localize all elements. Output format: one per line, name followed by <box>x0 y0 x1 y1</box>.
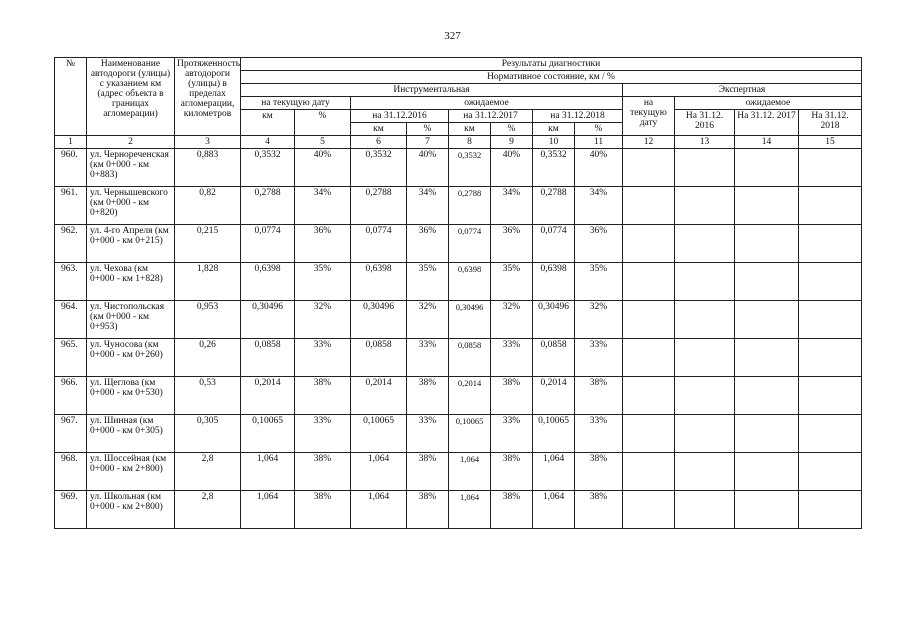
km-2017: 0,0774 <box>449 225 491 263</box>
road-name: ул. Чернореченская (км 0+000 - км 0+883) <box>87 149 175 187</box>
road-length: 2,8 <box>175 453 241 491</box>
pct-2018: 38% <box>575 491 623 529</box>
expert-cell <box>675 301 735 339</box>
table-row <box>55 187 862 225</box>
km-2017: 0,6398 <box>449 263 491 301</box>
road-length: 1,828 <box>175 263 241 301</box>
km-2018: 0,30496 <box>533 301 575 339</box>
header-pct-2016: % <box>407 123 449 136</box>
col-number: 15 <box>799 136 862 149</box>
km-2018: 1,064 <box>533 453 575 491</box>
header-expected: ожидаемое <box>351 97 623 110</box>
pct-2016: 34% <box>407 187 449 225</box>
pct-current: 32% <box>295 301 351 339</box>
road-name: ул. Школьная (км 0+000 - км 2+800) <box>87 491 175 529</box>
pct-2018: 38% <box>575 453 623 491</box>
expert-cell <box>799 263 862 301</box>
road-name: ул. Шинная (км 0+000 - км 0+305) <box>87 415 175 453</box>
expert-cell <box>735 187 799 225</box>
header-2017: на 31.12.2017 <box>449 110 533 123</box>
road-length: 0,82 <box>175 187 241 225</box>
expert-cell <box>675 491 735 529</box>
header-expert-2018: На 31.12. 2018 <box>799 110 862 136</box>
header-km-2018: км <box>533 123 575 136</box>
col-number: 14 <box>735 136 799 149</box>
expert-cell <box>623 453 675 491</box>
pct-current: 36% <box>295 225 351 263</box>
header-km-2016: км <box>351 123 407 136</box>
col-number: 6 <box>351 136 407 149</box>
road-length: 0,305 <box>175 415 241 453</box>
expert-cell <box>623 187 675 225</box>
km-2016: 1,064 <box>351 491 407 529</box>
road-length: 0,953 <box>175 301 241 339</box>
expert-cell <box>623 263 675 301</box>
expert-cell <box>735 415 799 453</box>
expert-cell <box>735 491 799 529</box>
table-row <box>55 149 862 187</box>
expert-cell <box>799 415 862 453</box>
pct-2017: 33% <box>491 415 533 453</box>
header-current-date: на текущую дату <box>241 97 351 110</box>
row-number: 969. <box>55 491 87 529</box>
km-2018: 0,6398 <box>533 263 575 301</box>
km-2017: 0,30496 <box>449 301 491 339</box>
pct-2017: 32% <box>491 301 533 339</box>
km-current: 0,10065 <box>241 415 295 453</box>
road-name: ул. Чистопольская (км 0+000 - км 0+953) <box>87 301 175 339</box>
pct-2016: 40% <box>407 149 449 187</box>
pct-current: 33% <box>295 339 351 377</box>
row-number: 964. <box>55 301 87 339</box>
header-results: Результаты диагностики <box>241 58 862 71</box>
table-row <box>55 491 862 529</box>
expert-cell <box>675 225 735 263</box>
pct-2016: 38% <box>407 491 449 529</box>
expert-cell <box>675 263 735 301</box>
expert-cell <box>675 453 735 491</box>
pct-2017: 34% <box>491 187 533 225</box>
header-expert-2017: На 31.12. 2017 <box>735 110 799 136</box>
road-name: ул. Чуносова (км 0+000 - км 0+260) <box>87 339 175 377</box>
row-number: 962. <box>55 225 87 263</box>
expert-cell <box>735 377 799 415</box>
header-length: Протяженность автодороги (улицы) в пределах агломерации, километров <box>175 58 241 136</box>
expert-cell <box>623 491 675 529</box>
header-normative: Нормативное состояние, км / % <box>241 71 862 84</box>
expert-cell <box>735 339 799 377</box>
header-expert-2016: На 31.12. 2016 <box>675 110 735 136</box>
road-length: 2,8 <box>175 491 241 529</box>
expert-cell <box>675 339 735 377</box>
km-2016: 0,3532 <box>351 149 407 187</box>
pct-2017: 38% <box>491 377 533 415</box>
diagnostics-table <box>54 57 862 529</box>
road-name: ул. Щеглова (км 0+000 - км 0+530) <box>87 377 175 415</box>
col-number: 9 <box>491 136 533 149</box>
km-2018: 0,10065 <box>533 415 575 453</box>
expert-cell <box>735 453 799 491</box>
pct-2016: 36% <box>407 225 449 263</box>
km-current: 0,0774 <box>241 225 295 263</box>
expert-cell <box>799 453 862 491</box>
km-2016: 1,064 <box>351 453 407 491</box>
row-number: 963. <box>55 263 87 301</box>
km-2016: 0,0774 <box>351 225 407 263</box>
km-current: 0,30496 <box>241 301 295 339</box>
row-number: 965. <box>55 339 87 377</box>
header-pct: % <box>295 110 351 136</box>
col-number: 3 <box>175 136 241 149</box>
pct-2018: 33% <box>575 339 623 377</box>
header-name: Наименование автодороги (улицы) с указанием км (адрес объекта в границах агломерации) <box>87 58 175 136</box>
header-2018: на 31.12.2018 <box>533 110 623 123</box>
pct-current: 40% <box>295 149 351 187</box>
km-2017: 0,10065 <box>449 415 491 453</box>
km-2017: 1,064 <box>449 453 491 491</box>
expert-cell <box>623 149 675 187</box>
road-name: ул. Чехова (км 0+000 - км 1+828) <box>87 263 175 301</box>
header-current-date-expert: на текущую дату <box>623 97 675 136</box>
km-2016: 0,10065 <box>351 415 407 453</box>
row-number: 961. <box>55 187 87 225</box>
row-number: 960. <box>55 149 87 187</box>
expert-cell <box>675 187 735 225</box>
km-2017: 0,2014 <box>449 377 491 415</box>
km-2018: 0,0774 <box>533 225 575 263</box>
header-km-2017: км <box>449 123 491 136</box>
road-name: ул. Шоссейная (км 0+000 - км 2+800) <box>87 453 175 491</box>
column-numbers-row <box>55 136 862 149</box>
pct-2016: 38% <box>407 377 449 415</box>
expert-cell <box>623 377 675 415</box>
expert-cell <box>799 149 862 187</box>
km-current: 1,064 <box>241 491 295 529</box>
col-number: 12 <box>623 136 675 149</box>
pct-2016: 35% <box>407 263 449 301</box>
pct-2017: 38% <box>491 453 533 491</box>
road-name: ул. 4-го Апреля (км 0+000 - км 0+215) <box>87 225 175 263</box>
pct-current: 35% <box>295 263 351 301</box>
pct-2018: 36% <box>575 225 623 263</box>
col-number: 4 <box>241 136 295 149</box>
km-2016: 0,2788 <box>351 187 407 225</box>
km-2017: 0,0858 <box>449 339 491 377</box>
col-number: 7 <box>407 136 449 149</box>
km-2018: 1,064 <box>533 491 575 529</box>
road-length: 0,215 <box>175 225 241 263</box>
col-number: 13 <box>675 136 735 149</box>
col-number: 5 <box>295 136 351 149</box>
km-current: 0,2014 <box>241 377 295 415</box>
row-number: 966. <box>55 377 87 415</box>
row-number: 968. <box>55 453 87 491</box>
pct-2016: 33% <box>407 415 449 453</box>
col-number: 1 <box>55 136 87 149</box>
col-number: 8 <box>449 136 491 149</box>
pct-current: 33% <box>295 415 351 453</box>
km-2016: 0,30496 <box>351 301 407 339</box>
table-row <box>55 263 862 301</box>
expert-cell <box>623 301 675 339</box>
road-name: ул. Чернышевского (км 0+000 - км 0+820) <box>87 187 175 225</box>
pct-2018: 40% <box>575 149 623 187</box>
pct-current: 34% <box>295 187 351 225</box>
page-number: 327 <box>444 30 461 42</box>
pct-2018: 33% <box>575 415 623 453</box>
km-current: 0,2788 <box>241 187 295 225</box>
pct-2016: 32% <box>407 301 449 339</box>
road-length: 0,53 <box>175 377 241 415</box>
table-row <box>55 453 862 491</box>
table-row <box>55 301 862 339</box>
expert-cell <box>735 301 799 339</box>
expert-cell <box>623 225 675 263</box>
expert-cell <box>799 377 862 415</box>
col-number: 10 <box>533 136 575 149</box>
km-current: 0,3532 <box>241 149 295 187</box>
km-2016: 0,2014 <box>351 377 407 415</box>
header-no: № <box>55 58 87 136</box>
pct-2018: 34% <box>575 187 623 225</box>
expert-cell <box>675 377 735 415</box>
pct-2018: 32% <box>575 301 623 339</box>
pct-current: 38% <box>295 491 351 529</box>
pct-2017: 36% <box>491 225 533 263</box>
pct-2018: 35% <box>575 263 623 301</box>
expert-cell <box>675 415 735 453</box>
expert-cell <box>799 491 862 529</box>
row-number: 967. <box>55 415 87 453</box>
col-number: 2 <box>87 136 175 149</box>
expert-cell <box>623 339 675 377</box>
header-expert: Экспертная <box>623 84 862 97</box>
expert-cell <box>799 301 862 339</box>
road-length: 0,883 <box>175 149 241 187</box>
km-2017: 0,3532 <box>449 149 491 187</box>
km-2016: 0,0858 <box>351 339 407 377</box>
expert-cell <box>623 415 675 453</box>
header-km: км <box>241 110 295 136</box>
expert-cell <box>735 263 799 301</box>
km-2018: 0,2788 <box>533 187 575 225</box>
col-number: 11 <box>575 136 623 149</box>
expert-cell <box>799 339 862 377</box>
road-length: 0,26 <box>175 339 241 377</box>
km-current: 0,6398 <box>241 263 295 301</box>
pct-2016: 38% <box>407 453 449 491</box>
km-2018: 0,3532 <box>533 149 575 187</box>
km-2017: 0,2788 <box>449 187 491 225</box>
pct-2016: 33% <box>407 339 449 377</box>
km-2016: 0,6398 <box>351 263 407 301</box>
pct-2017: 33% <box>491 339 533 377</box>
expert-cell <box>735 149 799 187</box>
pct-2017: 40% <box>491 149 533 187</box>
pct-2017: 38% <box>491 491 533 529</box>
table-row <box>55 377 862 415</box>
pct-2017: 35% <box>491 263 533 301</box>
expert-cell <box>735 225 799 263</box>
header-pct-2018: % <box>575 123 623 136</box>
km-2018: 0,0858 <box>533 339 575 377</box>
expert-cell <box>675 149 735 187</box>
header-expected-expert: ожидаемое <box>675 97 862 110</box>
pct-current: 38% <box>295 453 351 491</box>
header-instrumental: Инструментальная <box>241 84 623 97</box>
expert-cell <box>799 187 862 225</box>
expert-cell <box>799 225 862 263</box>
table-row <box>55 415 862 453</box>
km-current: 0,0858 <box>241 339 295 377</box>
km-current: 1,064 <box>241 453 295 491</box>
table-row <box>55 339 862 377</box>
header-pct-2017: % <box>491 123 533 136</box>
km-2017: 1,064 <box>449 491 491 529</box>
header-2016: на 31.12.2016 <box>351 110 449 123</box>
pct-2018: 38% <box>575 377 623 415</box>
pct-current: 38% <box>295 377 351 415</box>
km-2018: 0,2014 <box>533 377 575 415</box>
table-row <box>55 225 862 263</box>
